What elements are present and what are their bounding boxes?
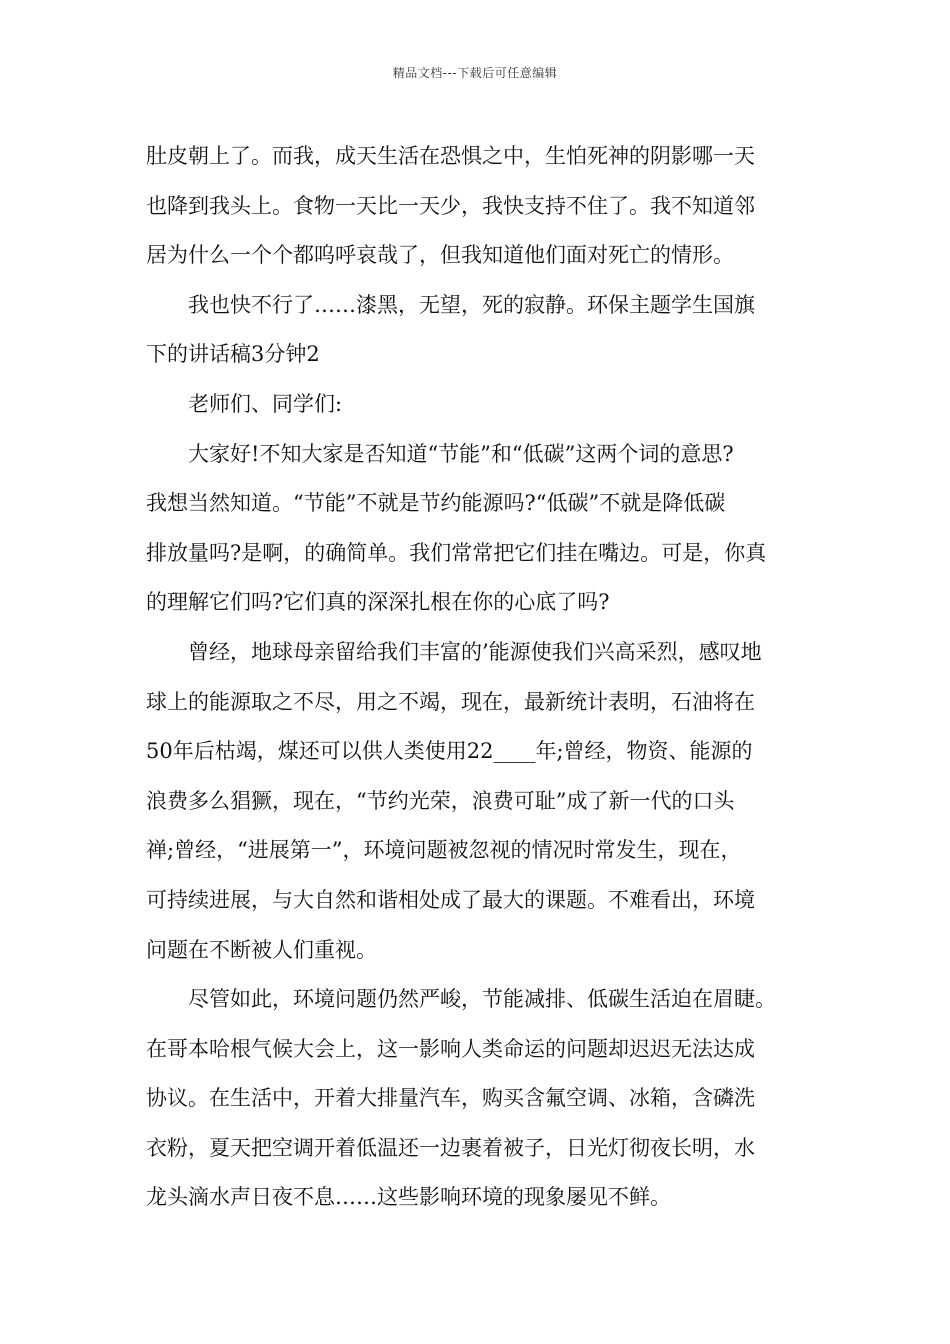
text-line: 衣粉，夏天把空调开着低温还一边裹着被子，日光灯彻夜长明，水	[146, 1135, 755, 1160]
paragraph	[146, 975, 810, 1223]
page-header: 精品文档---下载后可任意编辑	[392, 66, 558, 80]
paragraph	[146, 430, 810, 628]
text-line: 球上的能源取之不尽，用之不竭，现在，最新统计表明，石油将在	[146, 689, 755, 714]
text-line: 协议。在生活中，开着大排量汽车，购买含氟空调、冰箱，含磷洗	[146, 1086, 755, 1111]
text-line: 下的讲话稿3分钟2	[146, 342, 320, 367]
text-line: 禅;曾经，“进展第一”，环境问题被忽视的情况时常发生，现在，	[146, 838, 742, 863]
text-line: 我也快不行了……漆黑，无望，死的寂静。环保主题学生国旗	[188, 292, 755, 317]
text-line: 排放量吗?是啊，的确简单。我们常常把它们挂在嘴边。可是，你真	[146, 540, 767, 565]
text-line: 可持续进展，与大自然和谐相处成了最大的课题。不难看出，环境	[146, 887, 755, 912]
text-line: 也降到我头上。食物一天比一天少，我快支持不住了。我不知道邻	[146, 193, 755, 218]
paragraph	[146, 132, 810, 281]
text-line: 尽管如此，环境问题仍然严峻，节能减排、低碳生活迫在眉睫。	[188, 987, 776, 1012]
text-line: 肚皮朝上了。而我，成天生活在恐惧之中，生怕死神的阴影哪一天	[146, 144, 755, 168]
text-line: 曾经，地球母亲留给我们丰富的’能源使我们兴高采烈，感叹地	[188, 639, 762, 664]
paragraph	[146, 380, 810, 430]
text-line: 的理解它们吗?它们真的深深扎根在你的心底了吗?	[146, 590, 610, 615]
text-line: 居为什么一个个都呜呼哀哉了，但我知道他们面对死亡的情形。	[146, 243, 734, 268]
text-line: 问题在不断被人们重视。	[146, 937, 377, 962]
text-line: 老师们、同学们:	[188, 391, 343, 416]
text-line: 浪费多么猖獗，现在，“节约光荣，浪费可耻”成了新一代的口头	[146, 788, 735, 813]
paragraph	[146, 281, 810, 380]
text-line: 50年后枯竭，煤还可以供人类使用22____年;曾经，物资、能源的	[146, 739, 753, 764]
paragraph	[146, 628, 810, 975]
text-line: 在哥本哈根气候大会上，这一影响人类命运的问题却迟迟无法达成	[146, 1036, 755, 1061]
text-line: 龙头滴水声日夜不息……这些影响环境的现象屡见不鲜。	[146, 1185, 671, 1210]
text-line: 大家好!不知大家是否知道“节能”和“低碳”这两个词的意思?	[188, 441, 734, 466]
text-line: 我想当然知道。“节能”不就是节约能源吗?“低碳”不就是降低碳	[146, 491, 726, 516]
document-body	[146, 132, 810, 1223]
